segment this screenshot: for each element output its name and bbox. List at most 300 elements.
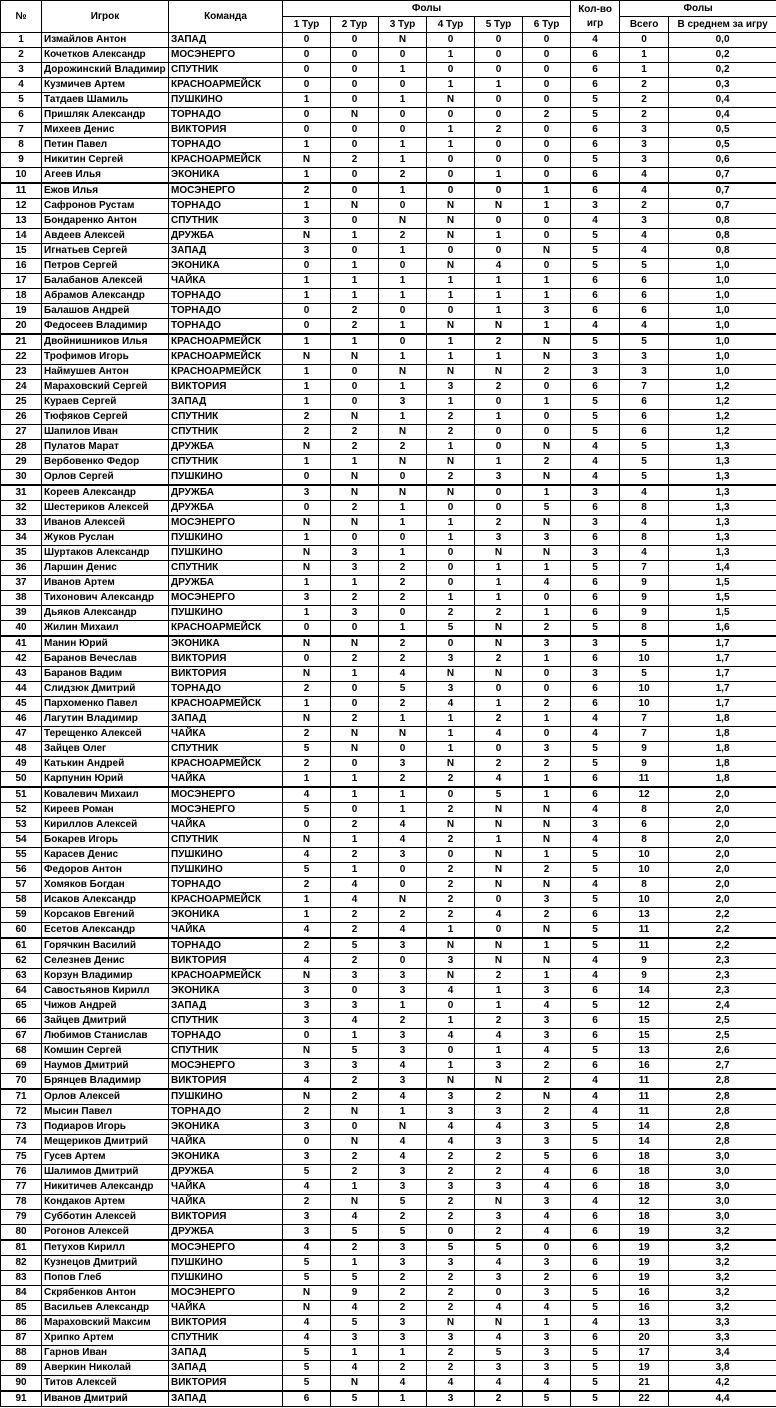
cell-avg: 2,8 (669, 1105, 776, 1120)
cell-round-5: 4 (475, 1301, 523, 1316)
cell-round-3: 4 (379, 818, 427, 833)
cell-round-2: 2 (331, 591, 379, 606)
cell-round-6: 3 (523, 636, 571, 652)
cell-round-6: 4 (523, 576, 571, 591)
cell-round-2: 2 (331, 501, 379, 516)
cell-round-4: 0 (427, 787, 475, 803)
cell-team: ПУШКИНО (169, 1089, 283, 1105)
cell-player: Манин Юрий (42, 636, 169, 652)
cell-num: 12 (1, 199, 42, 214)
table-row (1, 712, 776, 727)
table-row (1, 787, 776, 803)
cell-round-4: 2 (427, 1210, 475, 1225)
cell-round-4: N (427, 365, 475, 380)
cell-round-1: 3 (283, 591, 331, 606)
cell-total: 15 (620, 1014, 669, 1029)
cell-games: 4 (571, 1074, 620, 1090)
cell-avg: 1,0 (669, 319, 776, 335)
cell-round-5: 1 (475, 304, 523, 319)
table-row (1, 470, 776, 486)
cell-total: 1 (620, 63, 669, 78)
cell-round-1: N (283, 1089, 331, 1105)
cell-round-4: 2 (427, 1301, 475, 1316)
cell-round-4: N (427, 667, 475, 682)
cell-round-4: 1 (427, 395, 475, 410)
cell-team: ВИКТОРИЯ (169, 123, 283, 138)
cell-total: 5 (620, 259, 669, 274)
cell-total: 18 (620, 1180, 669, 1195)
cell-avg: 1,0 (669, 289, 776, 304)
cell-games: 4 (571, 33, 620, 48)
cell-total: 4 (620, 183, 669, 199)
cell-round-3: 1 (379, 319, 427, 335)
cell-round-5: 5 (475, 1346, 523, 1361)
cell-team: КРАСНОАРМЕЙСК (169, 969, 283, 984)
cell-round-6: 1 (523, 606, 571, 621)
cell-round-6: 1 (523, 183, 571, 199)
cell-player: Мараховский Сергей (42, 380, 169, 395)
cell-round-6: 2 (523, 1105, 571, 1120)
cell-num: 6 (1, 108, 42, 123)
cell-round-3: 1 (379, 138, 427, 153)
cell-team: ПУШКИНО (169, 531, 283, 546)
table-row (1, 1376, 776, 1392)
cell-player: Орлов Сергей (42, 470, 169, 486)
cell-total: 22 (620, 1391, 669, 1407)
header-player: Игрок (42, 1, 169, 33)
cell-round-6: 1 (523, 772, 571, 788)
cell-total: 17 (620, 1346, 669, 1361)
cell-total: 1 (620, 48, 669, 63)
cell-round-6: 4 (523, 1165, 571, 1180)
table-row (1, 954, 776, 969)
cell-avg: 4,2 (669, 1376, 776, 1392)
table-row (1, 999, 776, 1014)
table-row (1, 697, 776, 712)
cell-num: 31 (1, 485, 42, 501)
cell-round-4: 2 (427, 1271, 475, 1286)
cell-round-2: 0 (331, 380, 379, 395)
cell-num: 35 (1, 546, 42, 561)
cell-round-3: 1 (379, 93, 427, 108)
cell-round-1: 0 (283, 123, 331, 138)
cell-round-4: 2 (427, 470, 475, 486)
cell-round-5: 2 (475, 1014, 523, 1029)
cell-num: 48 (1, 742, 42, 757)
cell-round-1: 5 (283, 1256, 331, 1271)
cell-num: 26 (1, 410, 42, 425)
cell-games: 6 (571, 682, 620, 697)
cell-round-4: 0 (427, 168, 475, 184)
cell-round-3: 0 (379, 863, 427, 878)
cell-avg: 1,3 (669, 516, 776, 531)
cell-games: 6 (571, 1331, 620, 1346)
cell-total: 12 (620, 1195, 669, 1210)
cell-round-5: N (475, 938, 523, 954)
cell-games: 3 (571, 546, 620, 561)
cell-team: ПУШКИНО (169, 848, 283, 863)
cell-games: 4 (571, 727, 620, 742)
cell-round-6: N (523, 440, 571, 455)
cell-avg: 1,5 (669, 591, 776, 606)
cell-num: 63 (1, 969, 42, 984)
cell-round-4: 0 (427, 848, 475, 863)
cell-total: 20 (620, 1331, 669, 1346)
cell-team: КРАСНОАРМЕЙСК (169, 350, 283, 365)
cell-round-2: 2 (331, 652, 379, 667)
cell-total: 16 (620, 1301, 669, 1316)
cell-round-3: 0 (379, 48, 427, 63)
table-row (1, 1301, 776, 1316)
cell-total: 14 (620, 1120, 669, 1135)
cell-games: 4 (571, 1195, 620, 1210)
cell-total: 6 (620, 274, 669, 289)
cell-avg: 1,2 (669, 410, 776, 425)
cell-games: 5 (571, 621, 620, 637)
cell-num: 67 (1, 1029, 42, 1044)
cell-round-4: 2 (427, 1165, 475, 1180)
cell-avg: 0,2 (669, 63, 776, 78)
cell-avg: 0,5 (669, 138, 776, 153)
cell-player: Катькин Андрей (42, 757, 169, 772)
cell-round-2: 1 (331, 334, 379, 350)
cell-round-1: 0 (283, 470, 331, 486)
table-row (1, 1074, 776, 1090)
cell-player: Федосеев Владимир (42, 319, 169, 335)
cell-player: Баранов Вадим (42, 667, 169, 682)
cell-avg: 1,8 (669, 757, 776, 772)
table-row (1, 304, 776, 319)
cell-avg: 0,8 (669, 214, 776, 229)
cell-num: 75 (1, 1150, 42, 1165)
cell-total: 3 (620, 123, 669, 138)
cell-total: 8 (620, 621, 669, 637)
cell-total: 11 (620, 938, 669, 954)
cell-round-3: 2 (379, 1271, 427, 1286)
cell-round-6: 0 (523, 138, 571, 153)
table-row (1, 893, 776, 908)
cell-round-4: 2 (427, 803, 475, 818)
cell-round-1: 0 (283, 259, 331, 274)
cell-games: 5 (571, 93, 620, 108)
cell-round-6: 3 (523, 1346, 571, 1361)
cell-round-1: 4 (283, 848, 331, 863)
cell-round-6: 2 (523, 1059, 571, 1074)
cell-games: 5 (571, 561, 620, 576)
cell-round-2: 2 (331, 1150, 379, 1165)
cell-round-6: 3 (523, 893, 571, 908)
cell-player: Орлов Алексей (42, 1089, 169, 1105)
cell-round-5: 1 (475, 591, 523, 606)
cell-total: 9 (620, 576, 669, 591)
table-row (1, 48, 776, 63)
cell-round-1: N (283, 636, 331, 652)
table-row (1, 33, 776, 48)
cell-player: Шестериков Алексей (42, 501, 169, 516)
cell-round-1: 5 (283, 1346, 331, 1361)
cell-player: Зайцев Олег (42, 742, 169, 757)
cell-round-5: 4 (475, 727, 523, 742)
table-row (1, 531, 776, 546)
cell-team: ЗАПАД (169, 244, 283, 259)
cell-games: 5 (571, 1120, 620, 1135)
cell-num: 2 (1, 48, 42, 63)
cell-round-5: N (475, 1195, 523, 1210)
cell-games: 6 (571, 697, 620, 712)
cell-round-2: 3 (331, 969, 379, 984)
table-row (1, 395, 776, 410)
cell-round-4: 3 (427, 652, 475, 667)
cell-round-1: 6 (283, 1391, 331, 1407)
cell-round-4: 5 (427, 1240, 475, 1256)
table-row (1, 78, 776, 93)
cell-avg: 2,8 (669, 1120, 776, 1135)
cell-round-4: 2 (427, 606, 475, 621)
cell-round-5: 4 (475, 1376, 523, 1392)
cell-team: СПУТНИК (169, 742, 283, 757)
cell-round-2: 2 (331, 818, 379, 833)
cell-round-2: 0 (331, 365, 379, 380)
cell-round-5: 5 (475, 1240, 523, 1256)
cell-avg: 1,5 (669, 606, 776, 621)
cell-round-3: 3 (379, 984, 427, 999)
cell-round-1: 5 (283, 1271, 331, 1286)
cell-round-1: N (283, 440, 331, 455)
cell-num: 23 (1, 365, 42, 380)
cell-round-2: 1 (331, 787, 379, 803)
cell-total: 2 (620, 199, 669, 214)
cell-total: 5 (620, 470, 669, 486)
cell-total: 19 (620, 1240, 669, 1256)
cell-num: 18 (1, 289, 42, 304)
cell-round-3: 0 (379, 878, 427, 893)
cell-avg: 2,0 (669, 818, 776, 833)
cell-round-4: N (427, 93, 475, 108)
cell-total: 2 (620, 108, 669, 123)
cell-round-6: 4 (523, 999, 571, 1014)
cell-round-2: N (331, 1135, 379, 1150)
cell-player: Брянцев Владимир (42, 1074, 169, 1090)
header-total: Всего (620, 17, 669, 33)
table-row (1, 772, 776, 788)
cell-player: Петров Сергей (42, 259, 169, 274)
cell-round-6: 1 (523, 319, 571, 335)
cell-round-1: N (283, 1286, 331, 1301)
cell-team: ТОРНАДО (169, 304, 283, 319)
cell-round-4: 0 (427, 546, 475, 561)
cell-avg: 3,2 (669, 1301, 776, 1316)
cell-team: КРАСНОАРМЕЙСК (169, 365, 283, 380)
cell-player: Двойнишников Илья (42, 334, 169, 350)
cell-games: 6 (571, 183, 620, 199)
cell-round-6: 3 (523, 1135, 571, 1150)
cell-avg: 1,2 (669, 425, 776, 440)
cell-avg: 1,0 (669, 365, 776, 380)
cell-num: 49 (1, 757, 42, 772)
cell-player: Игнатьев Сергей (42, 244, 169, 259)
cell-round-1: 4 (283, 1240, 331, 1256)
table-row (1, 244, 776, 259)
cell-round-6: N (523, 833, 571, 848)
cell-num: 39 (1, 606, 42, 621)
cell-round-5: 0 (475, 214, 523, 229)
cell-round-6: 3 (523, 742, 571, 757)
cell-round-2: 2 (331, 954, 379, 969)
cell-round-1: 3 (283, 1210, 331, 1225)
cell-round-6: 1 (523, 848, 571, 863)
cell-player: Корзун Владимир (42, 969, 169, 984)
table-row (1, 123, 776, 138)
table-row (1, 818, 776, 833)
cell-round-6: 4 (523, 1376, 571, 1392)
cell-team: ВИКТОРИЯ (169, 667, 283, 682)
cell-round-4: 2 (427, 878, 475, 893)
cell-avg: 0,7 (669, 199, 776, 214)
cell-round-3: 1 (379, 501, 427, 516)
cell-round-1: 0 (283, 1135, 331, 1150)
cell-round-1: 1 (283, 606, 331, 621)
cell-player: Иванов Артем (42, 576, 169, 591)
cell-player: Ежов Илья (42, 183, 169, 199)
cell-player: Кириллов Алексей (42, 818, 169, 833)
table-row (1, 1225, 776, 1241)
cell-round-2: 4 (331, 1014, 379, 1029)
cell-avg: 2,5 (669, 1029, 776, 1044)
cell-round-6: 0 (523, 591, 571, 606)
cell-round-1: 5 (283, 1165, 331, 1180)
cell-player: Комшин Сергей (42, 1044, 169, 1059)
cell-total: 4 (620, 546, 669, 561)
header-team: Команда (169, 1, 283, 33)
cell-avg: 3,0 (669, 1180, 776, 1195)
cell-round-1: 4 (283, 923, 331, 939)
cell-total: 7 (620, 727, 669, 742)
cell-round-3: 1 (379, 183, 427, 199)
cell-round-3: 3 (379, 1331, 427, 1346)
cell-round-2: 1 (331, 667, 379, 682)
cell-num: 41 (1, 636, 42, 652)
cell-round-2: N (331, 742, 379, 757)
cell-num: 52 (1, 803, 42, 818)
cell-round-6: 0 (523, 380, 571, 395)
cell-total: 5 (620, 440, 669, 455)
cell-round-6: 1 (523, 395, 571, 410)
cell-round-2: N (331, 108, 379, 123)
cell-total: 4 (620, 516, 669, 531)
cell-round-2: 2 (331, 319, 379, 335)
cell-team: ЧАЙКА (169, 772, 283, 788)
header-round-2: 2 Тур (331, 17, 379, 33)
cell-games: 3 (571, 365, 620, 380)
cell-player: Корсаков Евгений (42, 908, 169, 923)
cell-num: 74 (1, 1135, 42, 1150)
cell-round-3: 0 (379, 334, 427, 350)
header-round-3: 3 Тур (379, 17, 427, 33)
cell-round-6: 3 (523, 531, 571, 546)
cell-round-1: 4 (283, 1316, 331, 1331)
cell-round-3: N (379, 425, 427, 440)
cell-round-1: N (283, 1044, 331, 1059)
cell-team: ВИКТОРИЯ (169, 1316, 283, 1331)
cell-round-2: 0 (331, 682, 379, 697)
cell-player: Абрамов Александр (42, 289, 169, 304)
cell-round-5: 1 (475, 289, 523, 304)
cell-games: 6 (571, 1150, 620, 1165)
cell-round-5: 2 (475, 606, 523, 621)
cell-round-6: 3 (523, 984, 571, 999)
cell-round-2: 1 (331, 576, 379, 591)
cell-round-4: 1 (427, 712, 475, 727)
table-row (1, 923, 776, 939)
cell-round-4: 0 (427, 108, 475, 123)
cell-total: 16 (620, 1059, 669, 1074)
table-row (1, 878, 776, 893)
cell-team: КРАСНОАРМЕЙСК (169, 697, 283, 712)
table-row (1, 108, 776, 123)
cell-round-4: 4 (427, 1135, 475, 1150)
table-row (1, 350, 776, 365)
cell-round-4: 1 (427, 48, 475, 63)
table-row (1, 833, 776, 848)
cell-round-2: N (331, 485, 379, 501)
cell-round-2: 0 (331, 78, 379, 93)
cell-games: 5 (571, 863, 620, 878)
cell-avg: 1,7 (669, 697, 776, 712)
cell-player: Карасев Денис (42, 848, 169, 863)
cell-total: 7 (620, 561, 669, 576)
cell-avg: 1,0 (669, 304, 776, 319)
cell-round-5: 0 (475, 742, 523, 757)
cell-round-3: 1 (379, 621, 427, 637)
cell-games: 6 (571, 576, 620, 591)
cell-num: 65 (1, 999, 42, 1014)
cell-games: 5 (571, 923, 620, 939)
cell-round-1: N (283, 969, 331, 984)
cell-team: ТОРНАДО (169, 878, 283, 893)
cell-player: Петухов Кирилл (42, 1240, 169, 1256)
cell-round-2: 0 (331, 63, 379, 78)
cell-num: 73 (1, 1120, 42, 1135)
cell-round-1: 4 (283, 1331, 331, 1346)
table-row (1, 667, 776, 682)
cell-round-4: 3 (427, 1105, 475, 1120)
cell-player: Зайцев Дмитрий (42, 1014, 169, 1029)
cell-player: Сафронов Рустам (42, 199, 169, 214)
cell-avg: 1,2 (669, 380, 776, 395)
cell-round-4: 1 (427, 123, 475, 138)
cell-avg: 2,0 (669, 863, 776, 878)
cell-round-5: N (475, 848, 523, 863)
cell-round-5: 0 (475, 244, 523, 259)
table-row (1, 863, 776, 878)
cell-round-3: 1 (379, 712, 427, 727)
cell-round-6: 2 (523, 108, 571, 123)
cell-round-2: 2 (331, 923, 379, 939)
cell-round-4: 3 (427, 954, 475, 969)
cell-avg: 1,6 (669, 621, 776, 637)
table-row (1, 561, 776, 576)
cell-round-5: 3 (475, 1361, 523, 1376)
cell-team: ЗАПАД (169, 1361, 283, 1376)
cell-round-3: 4 (379, 833, 427, 848)
header-games: Кол-во игр (571, 1, 620, 33)
cell-round-1: 3 (283, 1150, 331, 1165)
cell-num: 61 (1, 938, 42, 954)
cell-round-3: 3 (379, 1029, 427, 1044)
cell-games: 5 (571, 1135, 620, 1150)
cell-player: Пришляк Александр (42, 108, 169, 123)
cell-games: 5 (571, 334, 620, 350)
